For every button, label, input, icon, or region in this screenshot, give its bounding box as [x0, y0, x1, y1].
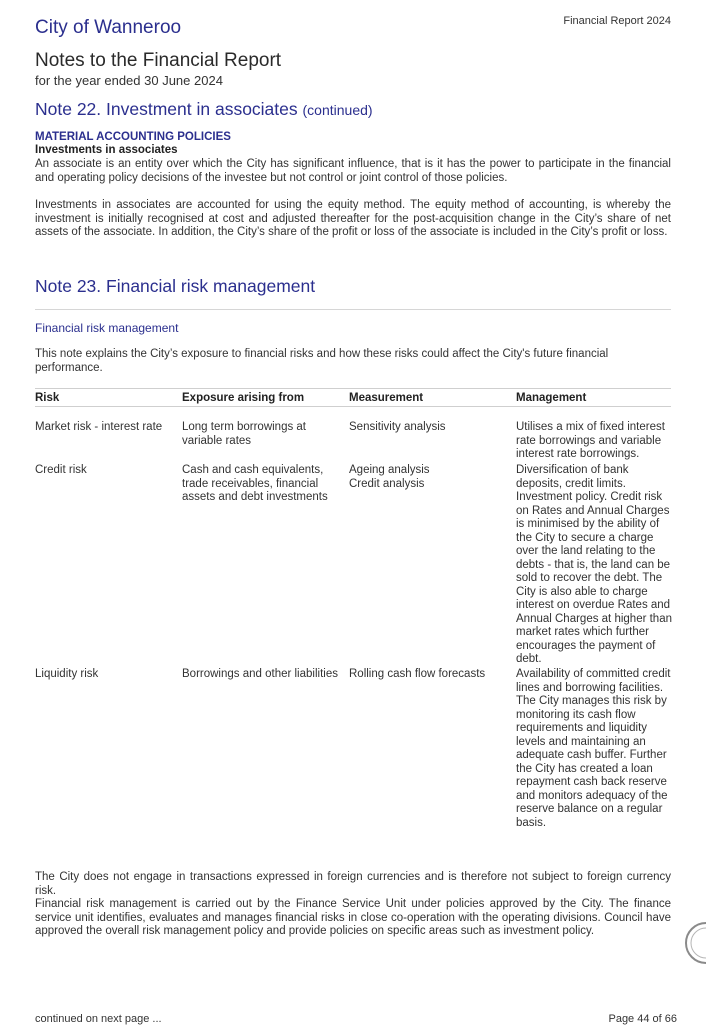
table-header-rule: [35, 406, 671, 407]
measurement-line: Credit analysis: [349, 477, 425, 490]
risk-intro-paragraph: This note explains the City’s exposure to financial risks and how these risks could affect the City's future financial performance.: [35, 348, 609, 374]
row-credit-risk-measurement: [349, 464, 509, 491]
associate-definition-paragraph: An associate is an entity over which the City has significant influence, that is it has the power to participate in the financial and operating policy decisions of the investee but not control or joint control of those policies.: [35, 158, 671, 184]
table-header-management: Management: [516, 392, 587, 404]
row-credit-risk-management: Diversification of bank deposits, credit limits. Investment policy. Credit risk on Rates and Annual Charges is minimised by the ability of the City to secure a charge over the land relating to the debts - that is, the land can be sold to recover the debt. The City is also able to charge interest on overdue Rates and Annual Charges at higher than market rates which further encourages the payment of debt.: [516, 464, 672, 665]
row-credit-risk-exposure: Cash and cash equivalents, trade receivables, financial assets and debt investments: [182, 464, 328, 503]
financial-risk-subheading: Financial risk management: [35, 321, 179, 335]
report-label: Financial Report 2024: [563, 15, 671, 27]
row-market-risk-management: Utilises a mix of fixed interest rate borrowings and variable interest rate borrowings.: [516, 421, 665, 460]
row-liquidity-risk-management: Availability of committed credit lines and borrowing facilities. The City manages this risk by monitoring its cash flow requirements and liquidity levels and maintaining an adequate cash buffer. Further the City has created a loan repayment cash back reserve and monitors adequacy of the reserve balance on a regular basis.: [516, 668, 671, 829]
organisation-name: City of Wanneroo: [35, 17, 182, 38]
table-header-measurement: Measurement: [349, 392, 424, 404]
section-divider: [35, 309, 671, 310]
row-market-risk-measurement: Sensitivity analysis: [349, 421, 446, 433]
row-liquidity-risk-measurement: Rolling cash flow forecasts: [349, 668, 486, 680]
risk-management-paragraph: Financial risk management is carried out by the Finance Service Unit under policies approved by the City. The finance service unit identifies, evaluates and manages financial risks in close co-operation with the operating divisions. Council have approved the overall risk management policy and provide policies on specific areas such as investment policy.: [35, 898, 671, 937]
material-policies-heading: MATERIAL ACCOUNTING POLICIES: [35, 131, 231, 143]
row-liquidity-risk-exposure: Borrowings and other liabilities: [182, 668, 338, 680]
table-header-risk: Risk: [35, 392, 60, 404]
row-market-risk-exposure: Long term borrowings at variable rates: [182, 421, 307, 447]
note22-continued: (continued): [302, 102, 373, 118]
row-liquidity-risk-label: Liquidity risk: [35, 668, 99, 680]
table-header-exposure: Exposure arising from: [182, 392, 305, 404]
equity-method-paragraph: Investments in associates are accounted for using the equity method. The equity method of accounting, is whereby the investment is initially recognised at cost and adjusted thereafter for the post-acquisition change in the City’s share of net assets of the associate. In addition, the City’s share of the profit or loss of the associate is included in the City’s profit or loss.: [35, 199, 671, 238]
continued-note: continued on next page ...: [35, 1013, 162, 1025]
page-number: Page 44 of 66: [608, 1013, 677, 1025]
measurement-line: Ageing analysis: [349, 464, 430, 476]
page-title: Notes to the Financial Report: [35, 50, 282, 71]
auditor-seal-icon: [683, 920, 706, 966]
row-credit-risk-label: Credit risk: [35, 464, 87, 476]
note22-heading-text: Note 22. Investment in associates: [35, 99, 298, 119]
note23-heading: Note 23. Financial risk management: [35, 276, 316, 296]
note22-heading: [35, 99, 373, 120]
foreign-currency-paragraph: The City does not engage in transactions expressed in foreign currencies and is therefore not subject to foreign currency risk.: [35, 871, 671, 897]
investments-associates-heading: Investments in associates: [35, 144, 178, 156]
table-top-rule: [35, 388, 671, 389]
page-subtitle: for the year ended 30 June 2024: [35, 73, 223, 88]
row-market-risk-label: Market risk - interest rate: [35, 421, 163, 433]
